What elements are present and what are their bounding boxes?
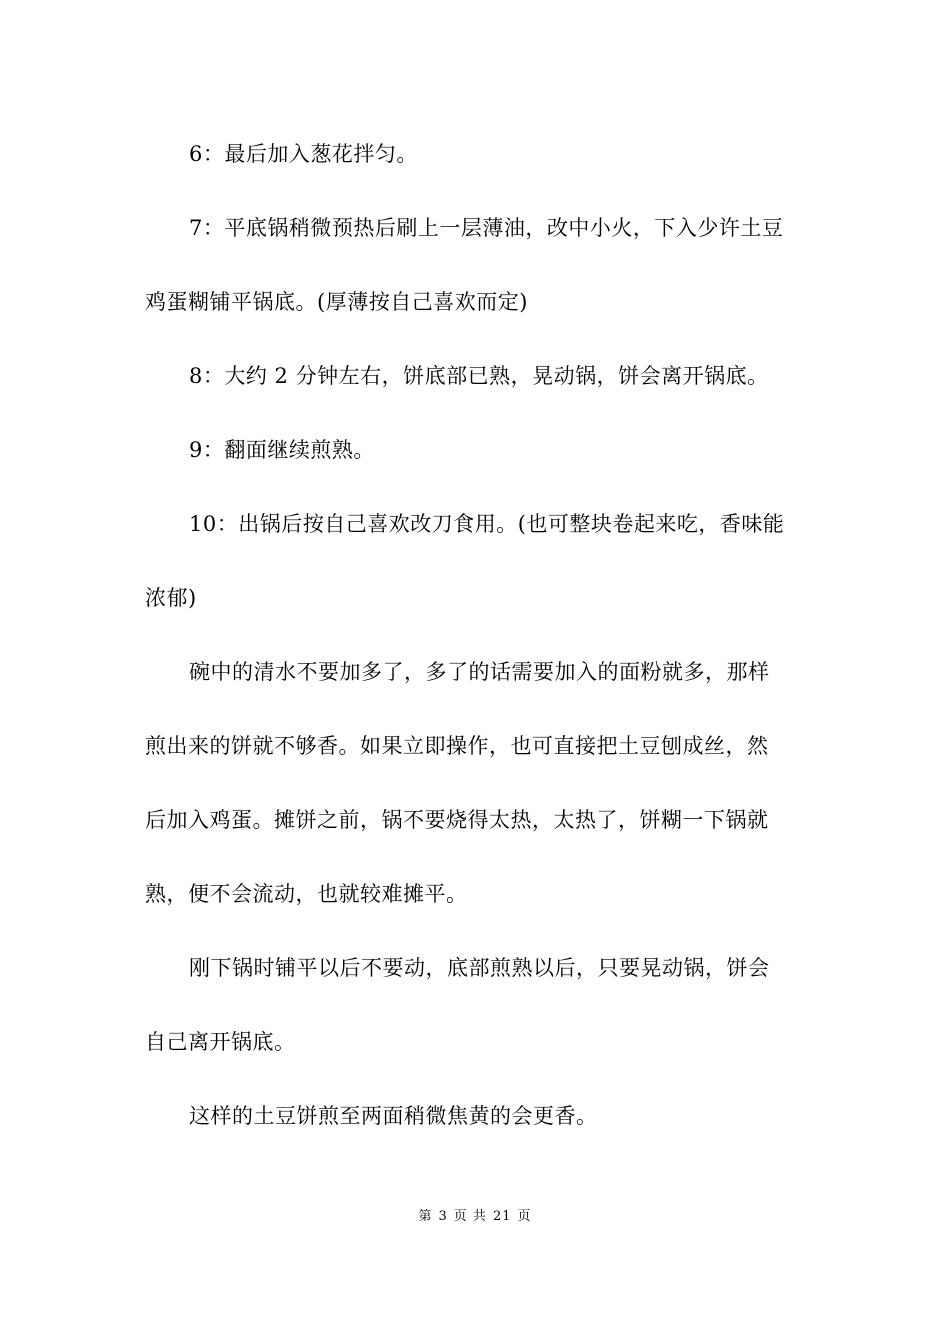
footer-total-pages: 21	[492, 1209, 512, 1224]
tip-1-line-1: 碗中的清水不要加多了，多了的话需要加入的面粉就多，那样	[189, 660, 770, 684]
tip-1-line-2: 煎出来的饼就不够香。如果立即操作，也可直接把土豆刨成丝，然	[145, 734, 769, 758]
tip-2-line-1: 刚下锅时铺平以后不要动，底部煎熟以后，只要晃动锅，饼会	[189, 956, 770, 980]
step-10-line-1: 10：出锅后按自己喜欢改刀食用。(也可整块卷起来吃，香味能	[189, 512, 785, 536]
tip-3-line: 这样的土豆饼煎至两面稍微焦黄的会更香。	[189, 1104, 598, 1128]
footer-prefix: 第	[418, 1209, 433, 1224]
footer-suffix: 页	[517, 1209, 532, 1224]
tip-1-line-4: 熟，便不会流动，也就较难摊平。	[145, 882, 468, 906]
tip-1-line-3: 后加入鸡蛋。摊饼之前，锅不要烧得太热，太热了，饼糊一下锅就	[145, 808, 769, 832]
step-8-line: 8：大约 2 分钟左右，饼底部已熟，晃动锅，饼会离开锅底。	[189, 364, 769, 388]
footer-mid: 页 共	[453, 1209, 487, 1224]
tip-2-line-2: 自己离开锅底。	[145, 1030, 296, 1054]
step-7-line-1: 7：平底锅稍微预热后刷上一层薄油，改中小火，下入少许土豆	[189, 216, 784, 240]
step-6-line: 6：最后加入葱花拌匀。	[189, 142, 418, 166]
step-9-line: 9：翻面继续煎熟。	[189, 438, 375, 462]
step-10-line-2: 浓郁)	[145, 586, 197, 610]
page-footer	[0, 1208, 950, 1226]
footer-current-page: 3	[438, 1209, 448, 1224]
step-7-line-2: 鸡蛋糊铺平锅底。(厚薄按自己喜欢而定)	[145, 290, 528, 314]
